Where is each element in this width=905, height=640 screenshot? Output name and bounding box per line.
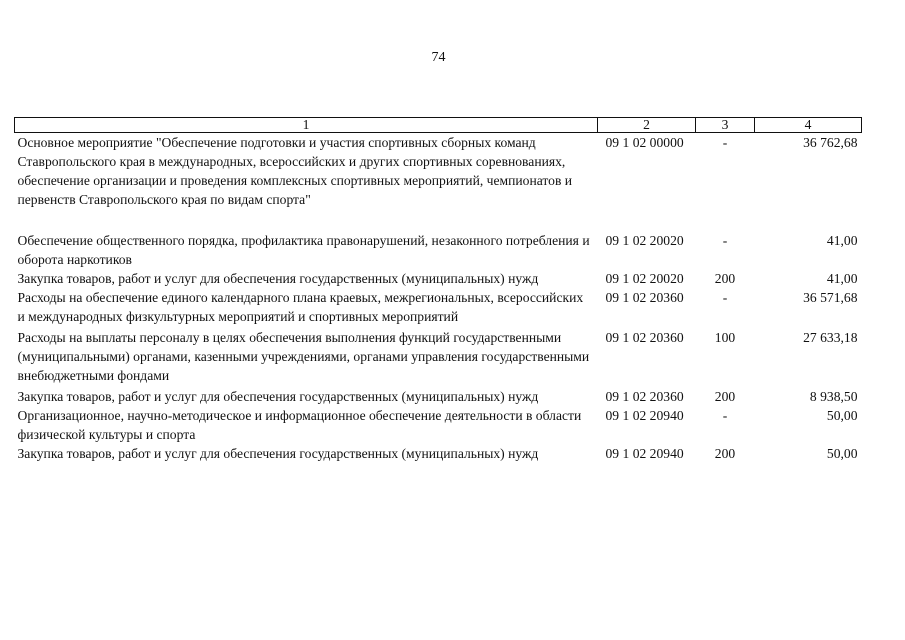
row-sum: 27 633,18 [803,330,858,345]
table-row [15,133,862,232]
row-kvr: - [722,135,728,150]
table-row [15,444,862,463]
table-row [15,328,862,387]
row-code: 09 1 02 20360 [605,389,684,404]
row-name: Обеспечение общественного порядка, профилактика правонарушений, незаконного потребления и оборота наркотиков [17,233,590,267]
row-kvr: - [722,408,728,423]
header-col-1: 1 [15,118,598,133]
row-code: 09 1 02 20940 [605,446,684,461]
row-name: Расходы на выплаты персоналу в целях обеспечения выполнения функций государственными (муниципальными) органами, казенными учреждениями, органами управления государственными внебюджетными фондами [17,330,590,383]
row-sum: 36 571,68 [803,290,858,305]
row-sum: 50,00 [826,408,858,423]
row-name: Закупка товаров, работ и услуг для обеспечения государственных (муниципальных) нужд [17,446,539,461]
page-number: 74 [431,50,446,65]
row-sum: 41,00 [826,233,858,248]
row-kvr: 100 [714,330,736,345]
table-row [15,387,862,406]
header-col-4: 4 [755,118,862,133]
row-code: 09 1 02 20020 [605,233,684,248]
table-header [15,118,862,133]
table-row [15,269,862,288]
row-name: Основное мероприятие "Обеспечение подготовки и участия спортивных сборных команд Ставропольского края в международных, всероссийских и других спортивных соревнованиях, обеспечение организации и проведения комплексных спортивных мероприятий, чемпионатов и первенств Ставропольского края по видам спорта" [17,135,573,207]
row-code: 09 1 02 20360 [605,330,684,345]
row-name: Закупка товаров, работ и услуг для обеспечения государственных (муниципальных) нужд [17,271,539,286]
row-sum: 8 938,50 [809,389,858,404]
header-col-2: 2 [598,118,696,133]
row-kvr: 200 [714,271,736,286]
row-code: 09 1 02 00000 [605,135,684,150]
table-body [15,133,862,464]
table-row [15,406,862,444]
row-kvr: - [722,233,728,248]
row-name: Расходы на обеспечение единого календарного плана краевых, межрегиональных, всероссийских и международных физкультурных мероприятий и спортивных мероприятий [17,290,584,324]
row-code: 09 1 02 20940 [605,408,684,423]
row-sum: 41,00 [826,271,858,286]
row-kvr: 200 [714,446,736,461]
row-code: 09 1 02 20360 [605,290,684,305]
budget-table [14,117,862,463]
row-kvr: 200 [714,389,736,404]
table-row [15,231,862,269]
header-col-3: 3 [696,118,755,133]
row-name: Закупка товаров, работ и услуг для обеспечения государственных (муниципальных) нужд [17,389,539,404]
table-row [15,288,862,328]
row-sum: 36 762,68 [803,135,858,150]
row-name: Организационное, научно-методическое и информационное обеспечение деятельности в области физической культуры и спорта [17,408,582,442]
row-sum: 50,00 [826,446,858,461]
header-row [15,118,862,133]
row-kvr: - [722,290,728,305]
row-code: 09 1 02 20020 [605,271,684,286]
